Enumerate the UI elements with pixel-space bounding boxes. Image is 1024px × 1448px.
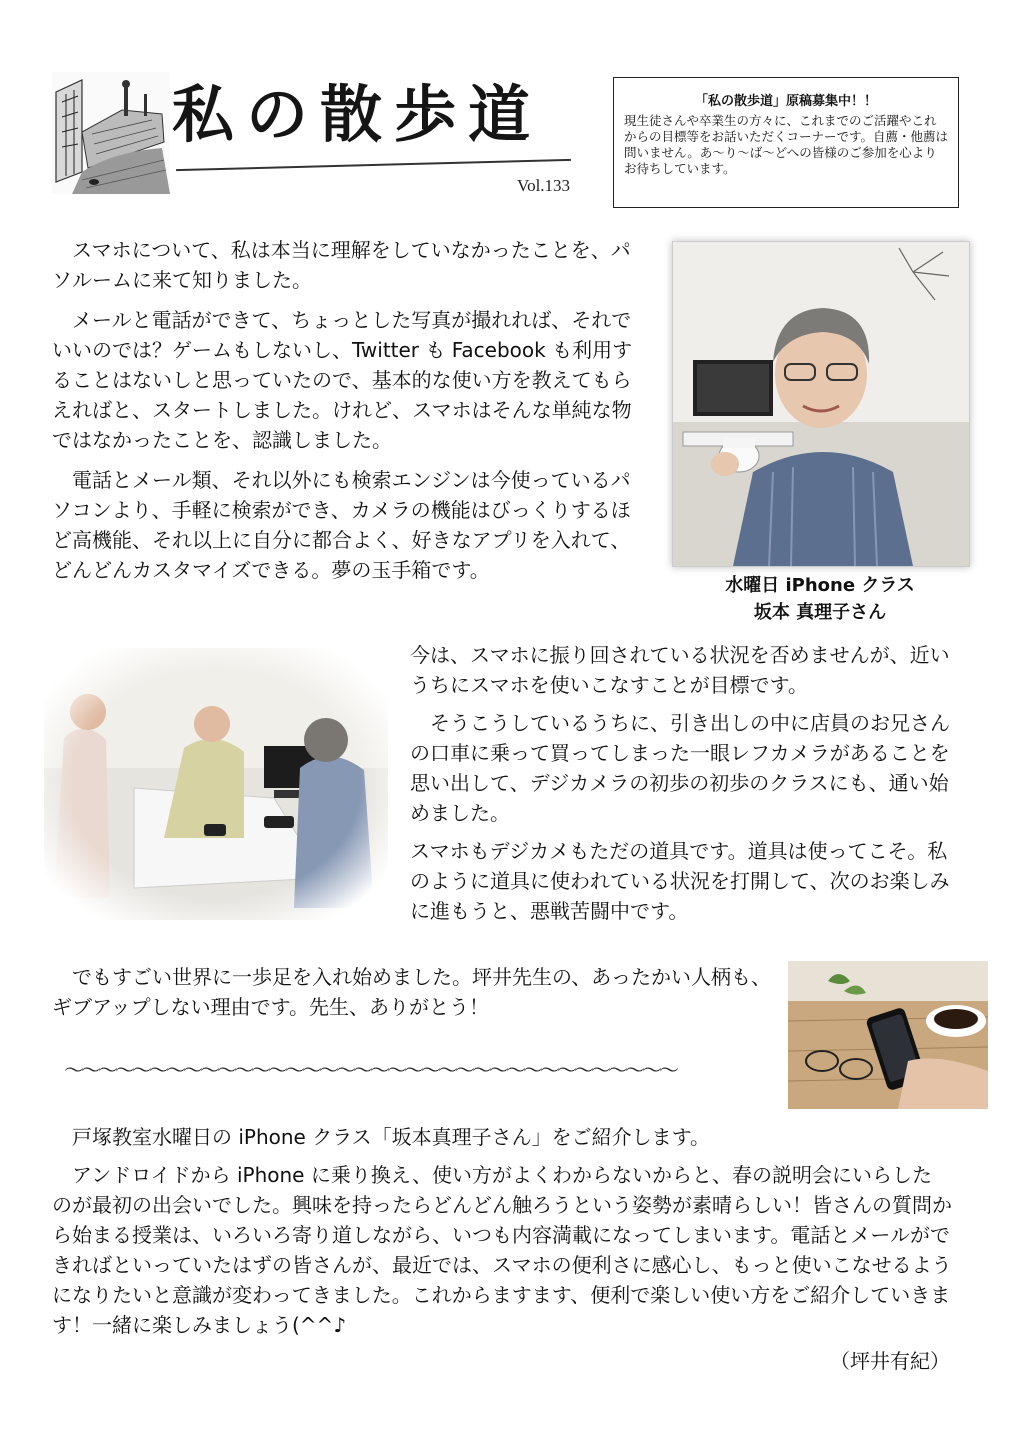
article-closing [52,962,772,1022]
submission-notice-box [613,77,959,208]
teacher-note-heading-text: 戸塚教室水曜日の iPhone クラス「坂本真理子さん」をご紹介します。 [72,1125,711,1149]
street-sketch-icon [52,72,170,194]
page-title: 私の散歩道 [172,78,543,151]
coffee-phone-photo [788,961,988,1109]
classroom-photo [44,648,388,920]
notice-body: 現生徒さんや卒業生の方々に、これまでのご活躍やこれからの目標等をお話いただくコーナーです。自薦・他薦は問いません。あ～り～ば～どへの皆様のご参加を心よりお待ちしています。 [624,113,949,176]
caption-name: 坂本 真理子さん [753,602,887,623]
article-paragraph: そうこうしているうちに、引き出しの中に店員のお兄さんの口車に乗って買ってしまった一眼レフカメラがあることを思い出して、デジカメラの初歩の初歩のクラスにも、通い始めました。 [410,711,950,825]
article-paragraph: スマホもデジカメもただの道具です。道具は使ってこそ。私のように道具に使われている状況を打開して、次のお楽しみに進もうと、悪戦苦闘中です。 [410,839,950,923]
article-paragraph: メールと電話ができて、ちょっとした写真が撮れれば、それでいいのでは？ゲームもしないし、Twitter も Facebook も利用することはないしと思っていたので、基本的な使い方を教えてもらえればと、スタートしました。けれど、スマホはそんな単純な物ではなかったことを、認識しました。 [52,308,633,452]
article-paragraph: スマホについて、私は本当に理解をしていなかったことを、パソルームに来て知りました。 [52,238,631,292]
article-middle [410,640,958,926]
teacher-note-paragraph: アンドロイドから iPhone に乗り換え、使い方がよくわからないからと、春の説明会にいらしたのが最初の出会いでした。興味を持ったらどんどん触ろうという姿勢が素晴らしい！皆さんの質問から始まる授業は、いろいろ寄り道しながら、いつも内容満載になってしまいます。電話とメールができればといっていたはずの皆さんが、最近では、スマホの便利さに感心し、もっと使いこなせるようになりたいと意識が変わってきました。これからますます、便利で楽しい使い方をご紹介していきます！一緒に楽しみましょう(^^♪ [52,1163,952,1337]
portrait-photo [672,241,970,567]
article-intro [52,235,650,595]
teacher-note-heading [52,1122,952,1152]
wave-divider: ～～～～～～～～～～～～～～～～～～～～～～～～～～～～～～～～～～～～ [64,1058,676,1082]
notice-title: 「私の散歩道」原稿募集中！！ [694,94,877,109]
article-paragraph: でもすごい世界に一歩足を入れ始めました。坪井先生の、あったかい人柄も、ギブアップしない理由です。先生、ありがとう！ [52,965,771,1019]
title-underline [176,159,571,171]
teacher-signature: （坪井有紀） [830,1349,950,1373]
caption-class: 水曜日 iPhone クラス [725,575,915,596]
article-paragraph: 電話とメール類、それ以外にも検索エンジンは今使っているパソコンより、手軽に検索ができ、カメラの機能はびっくりするほど高機能、それ以上に自分に都合よく、好きなアプリを入れて、どんどんカスタマイズできる。夢の玉手箱です。 [52,468,631,582]
article-paragraph: 今は、スマホに振り回されている状況を否めませんが、近いうちにスマホを使いこなすことが目標です。 [410,643,950,697]
photo-caption [690,572,950,626]
teacher-note-body [52,1160,952,1340]
volume-number: Vol.133 [517,176,571,195]
